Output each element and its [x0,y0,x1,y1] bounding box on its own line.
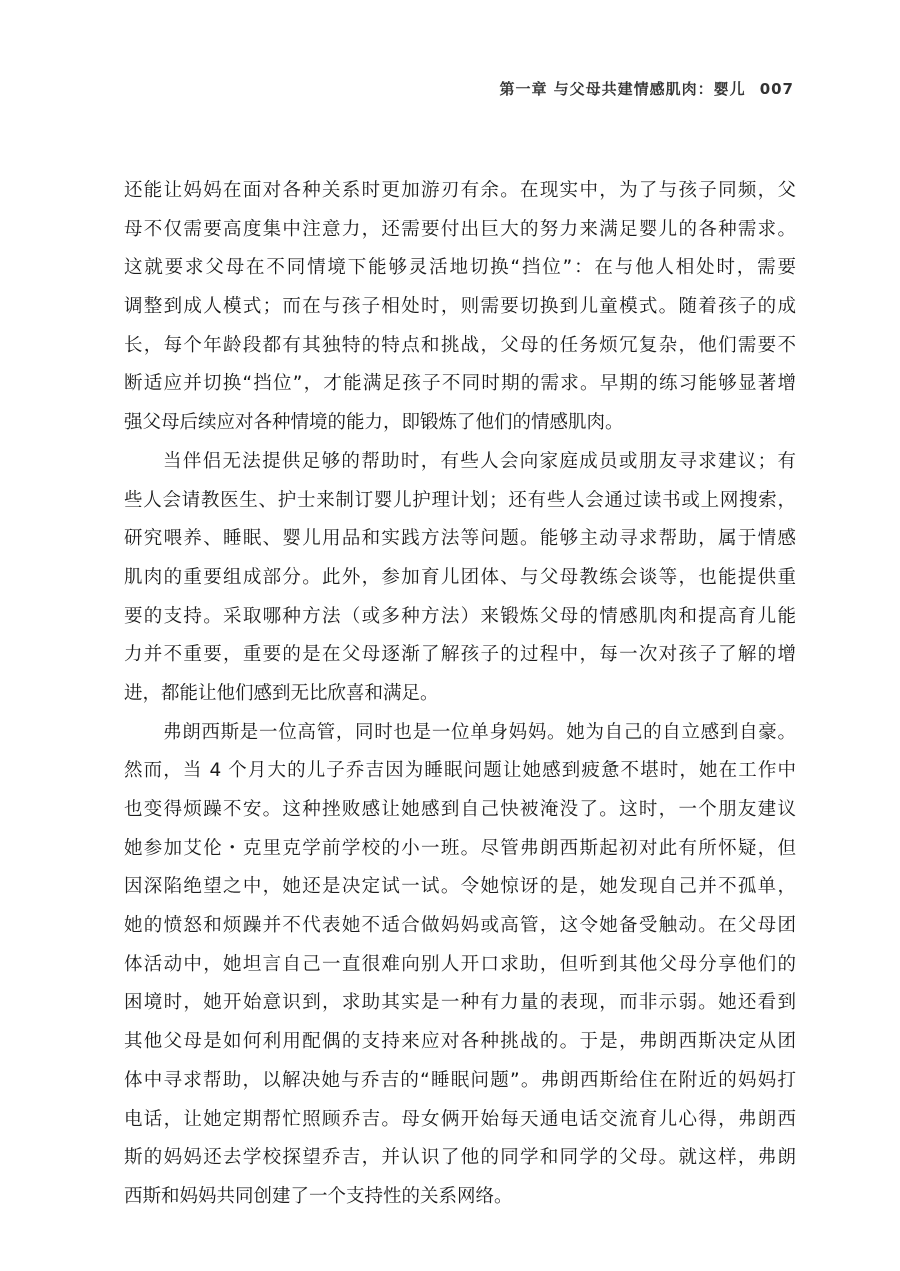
body-text [124,172,796,1217]
chapter-title: 第一章 与父母共建情感肌肉：婴儿 [499,80,746,98]
text-line: 力并不重要，重要的是在父母逐渐了解孩子的过程中，每一次对孩子了解的增 [124,644,796,666]
text-line: 强父母后续应对各种情境的能力，即锻炼了他们的情感肌肉。 [124,412,624,434]
text-line: 体活动中，她坦言自己一直很难向别人开口求助，但听到其他父母分享他们的 [124,953,796,975]
text-line: 进，都能让他们感到无比欣喜和满足。 [124,682,439,704]
text-line: 长，每个年龄段都有其独特的特点和挑战，父母的任务烦冗复杂，他们需要不 [124,334,796,356]
running-header [499,78,794,99]
text-line: 体中寻求帮助，以解决她与乔吉的“睡眠问题”。弗朗西斯给住在附近的妈妈打 [124,1069,796,1091]
text-line: 些人会请教医生、护士来制订婴儿护理计划；还有些人会通过读书或上网搜索， [124,489,796,511]
text-line: 肌肉的重要组成部分。此外，参加育儿团体、与父母教练会谈等，也能提供重 [124,566,796,588]
paragraph [124,172,796,443]
page-number: 007 [759,80,794,98]
paragraph [124,443,796,714]
text-line: 西斯和妈妈共同创建了一个支持性的关系网络。 [124,1185,513,1207]
text-line: 电话，让她定期帮忙照顾乔吉。母女俩开始每天通电话交流育儿心得，弗朗西 [124,1108,796,1130]
text-line: 弗朗西斯是一位高管，同时也是一位单身妈妈。她为自己的自立感到自豪。 [163,721,796,743]
text-line: 当伴侣无法提供足够的帮助时，有些人会向家庭成员或朋友寻求建议；有 [163,450,796,472]
text-line: 因深陷绝望之中，她还是决定试一试。令她惊讶的是，她发现自己并不孤单， [124,876,796,898]
paragraph [124,714,796,1217]
text-line: 调整到成人模式；而在与孩子相处时，则需要切换到儿童模式。随着孩子的成 [124,296,796,318]
text-line: 研究喂养、睡眠、婴儿用品和实践方法等问题。能够主动寻求帮助，属于情感 [124,528,796,550]
text-line: 困境时，她开始意识到，求助其实是一种有力量的表现，而非示弱。她还看到 [124,992,796,1014]
text-line: 这就要求父母在不同情境下能够灵活地切换“挡位”：在与他人相处时，需要 [124,257,796,279]
text-line: 其他父母是如何利用配偶的支持来应对各种挑战的。于是，弗朗西斯决定从团 [124,1031,796,1053]
text-line: 她的愤怒和烦躁并不代表她不适合做妈妈或高管，这令她备受触动。在父母团 [124,915,796,937]
text-line: 要的支持。采取哪种方法（或多种方法）来锻炼父母的情感肌肉和提高育儿能 [124,605,796,627]
text-line: 也变得烦躁不安。这种挫败感让她感到自己快被淹没了。这时，一个朋友建议 [124,799,796,820]
text-line: 母不仅需要高度集中注意力，还需要付出巨大的努力来满足婴儿的各种需求。 [124,218,796,240]
text-line: 她参加艾伦・克里克学前学校的小一班。尽管弗朗西斯起初对此有所怀疑，但 [124,837,796,859]
text-line: 断适应并切换“挡位”，才能满足孩子不同时期的需求。早期的练习能够显著增 [124,373,796,395]
text-line: 然而，当 4 个月大的儿子乔吉因为睡眠问题让她感到疲惫不堪时，她在工作中 [124,760,796,782]
text-line: 斯的妈妈还去学校探望乔吉，并认识了他的同学和同学的父母。就这样，弗朗 [124,1147,796,1169]
text-line: 还能让妈妈在面对各种关系时更加游刃有余。在现实中，为了与孩子同频，父 [124,180,796,201]
